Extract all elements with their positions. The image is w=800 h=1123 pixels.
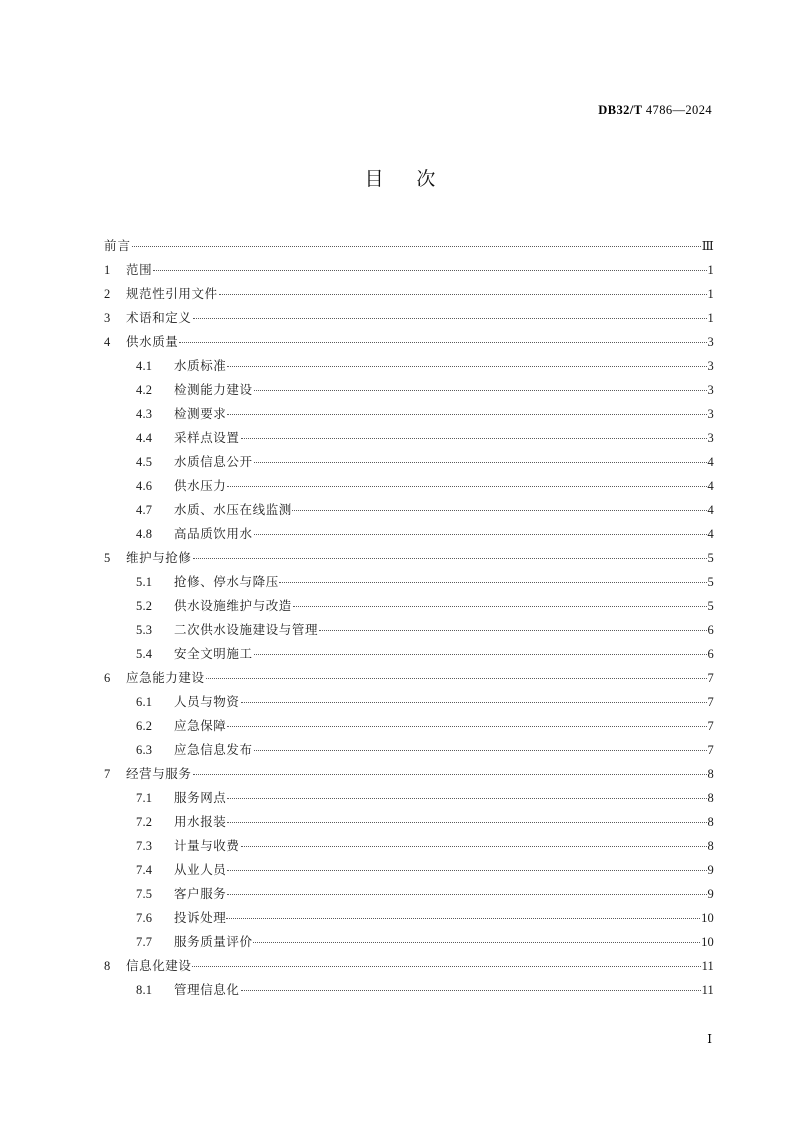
toc-dot-leader bbox=[132, 238, 701, 250]
toc-entry[interactable] bbox=[104, 404, 714, 428]
toc-entry-number: 5.3 bbox=[136, 623, 153, 637]
toc-dot-leader bbox=[179, 334, 706, 346]
toc-entry[interactable] bbox=[104, 596, 714, 620]
toc-entry-label: 供水设施维护与改造 bbox=[174, 599, 292, 613]
toc-entry-page-number: 8 bbox=[707, 767, 714, 781]
toc-entry-number: 2 bbox=[104, 287, 111, 301]
toc-entry-number: 7.4 bbox=[136, 863, 153, 877]
toc-entry-number: 4.5 bbox=[136, 455, 153, 469]
table-of-contents bbox=[104, 236, 714, 1004]
standard-number-rest: 4786—2024 bbox=[642, 103, 712, 117]
toc-entry-page-number: 1 bbox=[707, 287, 714, 301]
toc-dot-leader bbox=[254, 454, 707, 466]
toc-entry-page-number: 3 bbox=[707, 407, 714, 421]
toc-entry-page-number: 1 bbox=[707, 311, 714, 325]
toc-dot-leader bbox=[153, 262, 706, 274]
toc-entry-page-number: 3 bbox=[707, 431, 714, 445]
toc-entry[interactable] bbox=[104, 332, 714, 356]
toc-dot-leader bbox=[253, 934, 700, 946]
toc-entry[interactable] bbox=[104, 956, 714, 980]
toc-entry-page-number: 9 bbox=[707, 863, 714, 877]
toc-entry-number: 4.4 bbox=[136, 431, 153, 445]
toc-entry-label: 信息化建设 bbox=[126, 959, 192, 973]
toc-entry-page-number: 1 bbox=[707, 263, 714, 277]
toc-dot-leader bbox=[241, 982, 701, 994]
toc-entry-number: 8.1 bbox=[136, 983, 153, 997]
toc-entry-page-number: 7 bbox=[707, 695, 714, 709]
toc-entry-label: 计量与收费 bbox=[174, 839, 240, 853]
toc-entry-page-number: 3 bbox=[707, 359, 714, 373]
toc-entry-number: 1 bbox=[104, 263, 111, 277]
toc-entry[interactable] bbox=[104, 980, 714, 1004]
toc-entry-page-number: 10 bbox=[701, 911, 714, 925]
toc-dot-leader bbox=[254, 526, 707, 538]
toc-entry-label: 前言 bbox=[104, 239, 132, 253]
toc-dot-leader bbox=[226, 910, 700, 922]
toc-entry-number: 5.1 bbox=[136, 575, 153, 589]
toc-entry-label: 应急能力建设 bbox=[126, 671, 205, 685]
toc-entry-page-number: 5 bbox=[707, 599, 714, 613]
toc-entry-page-number: 11 bbox=[701, 983, 714, 997]
toc-entry-page-number: 8 bbox=[707, 815, 714, 829]
toc-entry-label: 水质标准 bbox=[174, 359, 227, 373]
toc-entry[interactable] bbox=[104, 860, 714, 884]
toc-entry-label: 范围 bbox=[126, 263, 153, 277]
toc-entry-label: 术语和定义 bbox=[126, 311, 192, 325]
toc-entry[interactable] bbox=[104, 356, 714, 380]
toc-dot-leader bbox=[227, 790, 706, 802]
toc-entry-page-number: 7 bbox=[707, 743, 714, 757]
toc-dot-leader bbox=[254, 646, 707, 658]
toc-entry-label: 服务质量评价 bbox=[174, 935, 253, 949]
toc-entry-page-number: 6 bbox=[707, 647, 714, 661]
toc-entry[interactable] bbox=[104, 812, 714, 836]
toc-dot-leader bbox=[227, 886, 706, 898]
toc-entry-label: 人员与物资 bbox=[174, 695, 240, 709]
toc-entry-page-number: 6 bbox=[707, 623, 714, 637]
toc-entry[interactable] bbox=[104, 428, 714, 452]
toc-entry-number: 7.1 bbox=[136, 791, 153, 805]
toc-entry-number: 5.4 bbox=[136, 647, 153, 661]
toc-dot-leader bbox=[254, 742, 707, 754]
toc-entry-page-number: 7 bbox=[707, 671, 714, 685]
toc-dot-leader bbox=[227, 814, 706, 826]
toc-entry-number: 7.3 bbox=[136, 839, 153, 853]
toc-entry-label: 投诉处理 bbox=[174, 911, 227, 925]
toc-dot-leader bbox=[227, 358, 706, 370]
page-title: 目 次 bbox=[364, 169, 450, 190]
toc-entry[interactable] bbox=[104, 932, 714, 956]
toc-entry-label: 安全文明施工 bbox=[174, 647, 253, 661]
toc-dot-leader bbox=[293, 598, 707, 610]
toc-entry-number: 7 bbox=[104, 767, 111, 781]
toc-entry[interactable] bbox=[104, 620, 714, 644]
toc-entry-label: 服务网点 bbox=[174, 791, 227, 805]
toc-entry[interactable] bbox=[104, 476, 714, 500]
toc-dot-leader bbox=[241, 430, 707, 442]
toc-entry[interactable] bbox=[104, 764, 714, 788]
toc-entry-page-number: 4 bbox=[707, 455, 714, 469]
toc-entry-page-number: 4 bbox=[707, 479, 714, 493]
toc-entry[interactable] bbox=[104, 740, 714, 764]
toc-entry-label: 规范性引用文件 bbox=[126, 287, 218, 301]
toc-dot-leader bbox=[241, 694, 707, 706]
toc-dot-leader bbox=[254, 382, 707, 394]
toc-entry-label: 用水报装 bbox=[174, 815, 227, 829]
toc-entry-number: 7.7 bbox=[136, 935, 153, 949]
toc-entry-number: 7.2 bbox=[136, 815, 153, 829]
toc-entry-number: 7.5 bbox=[136, 887, 153, 901]
toc-entry[interactable] bbox=[104, 836, 714, 860]
toc-entry-label: 应急保障 bbox=[174, 719, 227, 733]
toc-dot-leader bbox=[193, 766, 707, 778]
toc-entry-label: 从业人员 bbox=[174, 863, 227, 877]
toc-dot-leader bbox=[227, 862, 706, 874]
toc-entry[interactable] bbox=[104, 260, 714, 284]
toc-entry-page-number: Ⅲ bbox=[701, 239, 714, 253]
toc-dot-leader bbox=[206, 670, 707, 682]
toc-entry[interactable] bbox=[104, 548, 714, 572]
toc-entry-page-number: 8 bbox=[707, 839, 714, 853]
toc-entry-label: 供水质量 bbox=[126, 335, 179, 349]
toc-dot-leader bbox=[279, 574, 707, 586]
toc-entry[interactable] bbox=[104, 452, 714, 476]
toc-entry-page-number: 8 bbox=[707, 791, 714, 805]
toc-dot-leader bbox=[227, 718, 706, 730]
toc-entry[interactable] bbox=[104, 284, 714, 308]
toc-dot-leader bbox=[292, 502, 707, 514]
toc-entry-label: 应急信息发布 bbox=[174, 743, 253, 757]
toc-entry-number: 4 bbox=[104, 335, 111, 349]
toc-entry[interactable] bbox=[104, 380, 714, 404]
toc-entry-page-number: 5 bbox=[707, 551, 714, 565]
toc-dot-leader bbox=[192, 958, 701, 970]
toc-entry-number: 4.3 bbox=[136, 407, 153, 421]
toc-entry[interactable] bbox=[104, 500, 714, 524]
toc-entry-label: 水质信息公开 bbox=[174, 455, 253, 469]
footer-page-number: Ⅰ bbox=[707, 1032, 712, 1046]
toc-entry[interactable] bbox=[104, 308, 714, 332]
toc-entry-label: 供水压力 bbox=[174, 479, 227, 493]
toc-entry-page-number: 4 bbox=[707, 503, 714, 517]
toc-dot-leader bbox=[227, 478, 706, 490]
toc-entry-page-number: 7 bbox=[707, 719, 714, 733]
toc-entry-page-number: 5 bbox=[707, 575, 714, 589]
toc-entry-number: 7.6 bbox=[136, 911, 153, 925]
toc-entry-page-number: 10 bbox=[701, 935, 714, 949]
toc-entry[interactable] bbox=[104, 644, 714, 668]
toc-entry[interactable] bbox=[104, 692, 714, 716]
toc-entry-number: 5 bbox=[104, 551, 111, 565]
standard-number-prefix: DB32/T bbox=[598, 103, 643, 117]
toc-entry-label: 检测要求 bbox=[174, 407, 227, 421]
toc-entry-number: 6.2 bbox=[136, 719, 153, 733]
toc-entry-label: 高品质饮用水 bbox=[174, 527, 253, 541]
toc-entry-number: 8 bbox=[104, 959, 111, 973]
toc-entry-label: 采样点设置 bbox=[174, 431, 240, 445]
toc-entry[interactable] bbox=[104, 668, 714, 692]
toc-entry[interactable] bbox=[104, 788, 714, 812]
toc-entry-label: 经营与服务 bbox=[126, 767, 192, 781]
toc-entry-number: 6.1 bbox=[136, 695, 153, 709]
toc-dot-leader bbox=[227, 406, 706, 418]
toc-entry[interactable] bbox=[104, 908, 714, 932]
toc-entry-label: 抢修、停水与降压 bbox=[174, 575, 279, 589]
toc-entry-label: 检测能力建设 bbox=[174, 383, 253, 397]
toc-entry-number: 4.6 bbox=[136, 479, 153, 493]
toc-entry[interactable] bbox=[104, 524, 714, 548]
toc-entry-page-number: 9 bbox=[707, 887, 714, 901]
toc-dot-leader bbox=[193, 310, 707, 322]
toc-entry[interactable] bbox=[104, 236, 714, 260]
toc-dot-leader bbox=[193, 550, 707, 562]
toc-entry[interactable] bbox=[104, 884, 714, 908]
toc-entry-number: 6.3 bbox=[136, 743, 153, 757]
toc-entry[interactable] bbox=[104, 716, 714, 740]
running-header bbox=[88, 102, 712, 118]
toc-dot-leader bbox=[319, 622, 706, 634]
toc-entry-number: 4.8 bbox=[136, 527, 153, 541]
toc-entry-page-number: 3 bbox=[707, 335, 714, 349]
toc-entry-page-number: 3 bbox=[707, 383, 714, 397]
toc-entry-label: 水质、水压在线监测 bbox=[174, 503, 292, 517]
toc-dot-leader bbox=[219, 286, 707, 298]
toc-entry-page-number: 11 bbox=[701, 959, 714, 973]
toc-entry-number: 3 bbox=[104, 311, 111, 325]
toc-entry-label: 维护与抢修 bbox=[126, 551, 192, 565]
toc-entry-label: 管理信息化 bbox=[174, 983, 240, 997]
toc-entry-number: 4.7 bbox=[136, 503, 153, 517]
toc-entry[interactable] bbox=[104, 572, 714, 596]
toc-entry-label: 客户服务 bbox=[174, 887, 227, 901]
toc-entry-page-number: 4 bbox=[707, 527, 714, 541]
toc-entry-number: 4.1 bbox=[136, 359, 153, 373]
toc-dot-leader bbox=[241, 838, 707, 850]
toc-entry-number: 5.2 bbox=[136, 599, 153, 613]
toc-entry-number: 6 bbox=[104, 671, 111, 685]
toc-entry-label: 二次供水设施建设与管理 bbox=[174, 623, 319, 637]
toc-entry-number: 4.2 bbox=[136, 383, 153, 397]
